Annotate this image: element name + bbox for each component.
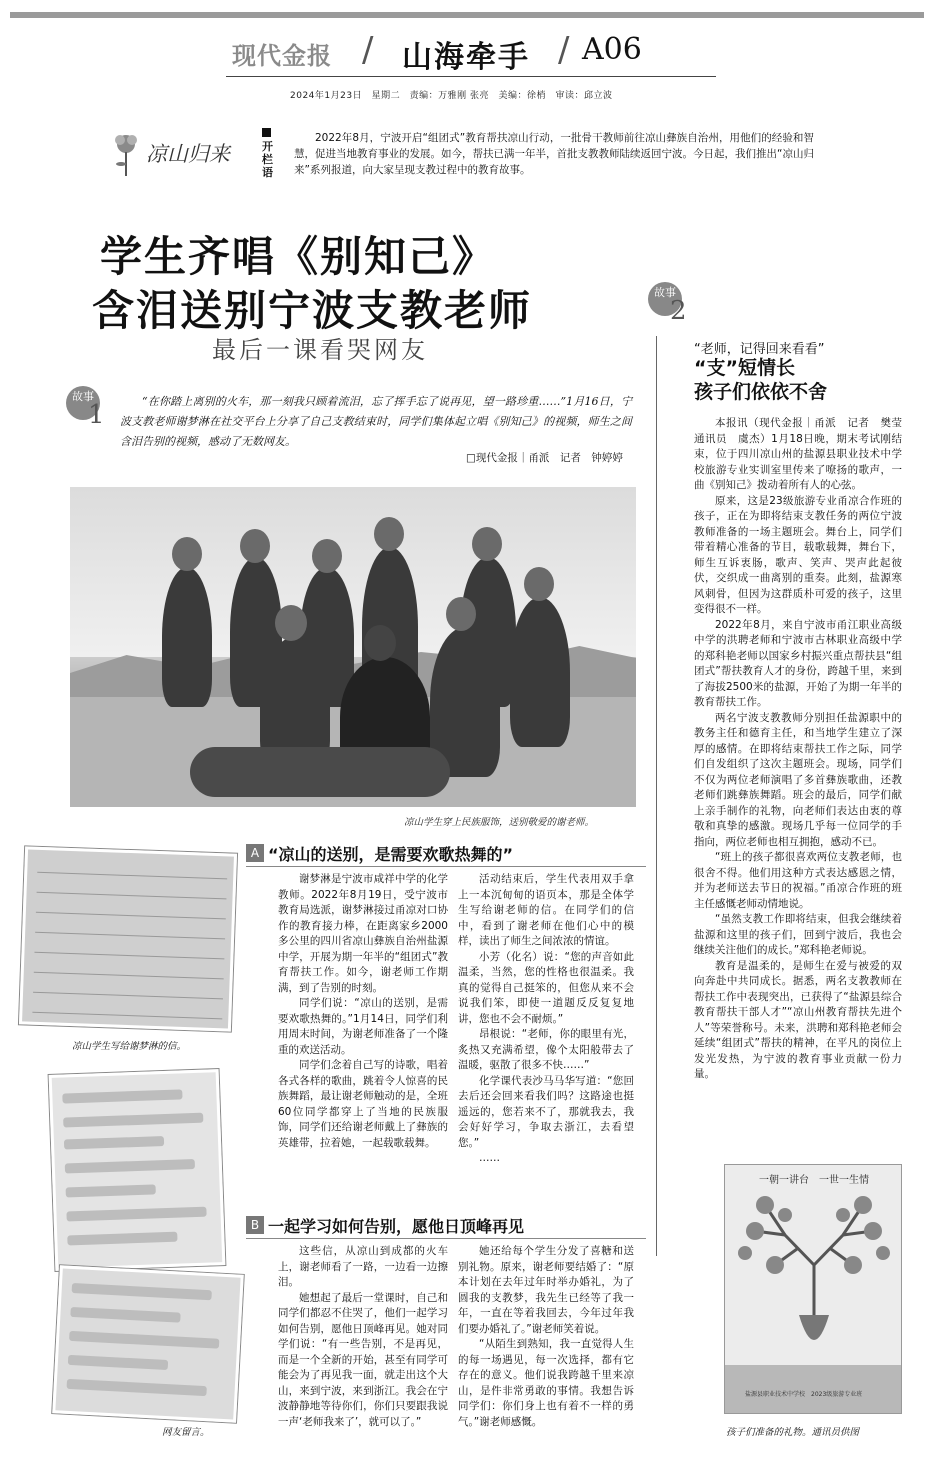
sectionA-rule — [246, 866, 646, 867]
paragraph: 同学们念着自己写的诗歌，唱着各式各样的歌曲，跳着令人惊喜的民族舞蹈，最让谢老师触动的是，全班60位同学都穿上了当地的民族服饰，同学们还给谢老师戴上了彝族的英雄带，拉着她，一起载歌载舞。 — [278, 1059, 448, 1149]
story2-badge-label: 故事 — [648, 282, 682, 316]
section-title: 山海牵手 — [402, 40, 530, 75]
paragraph: “虽然支教工作即将结束，但我会继续着盐源和这里的孩子们，回到宁波后，我也会继续关注他们的成长。”郑科艳老师说。 — [694, 913, 902, 956]
kailan-label: 开栏语 — [262, 140, 273, 179]
masthead-slash: / — [362, 30, 374, 70]
gift-photo — [724, 1164, 902, 1414]
paragraph: 这些信，从凉山到成都的火车上，谢老师看了一路，一边看一边擦泪。 — [278, 1245, 448, 1288]
sectionB-rule — [246, 1238, 646, 1239]
column-logo — [108, 130, 232, 182]
comment-screenshot — [49, 1069, 226, 1271]
sectionB-label: B — [246, 1216, 264, 1234]
flower-icon — [108, 130, 148, 182]
kailan-mark — [262, 128, 271, 137]
page-number: A06 — [582, 32, 642, 67]
photo-caption: 凉山学生穿上民族服饰，送别敬爱的谢老师。 — [404, 817, 595, 828]
sectionA-column1 — [278, 872, 448, 1151]
column-intro: 2022年8月，宁波开启“组团式”教育帮扶凉山行动，一批骨干教师前往凉山彝族自治州，用他们的经验和智慧，促进当地教育事业的发展。如今，帮扶已满一年半，首批支教教师陆续返回宁波。今日起，我们推出“凉山归来”系列报道，向大家呈现支教过程中的教育故事。 — [294, 132, 814, 176]
sectionA-label: A — [246, 844, 264, 862]
paragraph: 两名宁波支教教师分别担任盐源职中的教务主任和德育主任，和当地学生建立了深厚的感情。在即将结束帮扶工作之际，同学们自发组织了这次主题班会。现场，同学们不仅为两位老师演唱了多首彝族歌曲，还教老师们跳彝族舞蹈。班会的最后，同学们献上亲手制作的礼物，向老师们表达由衷的尊敬和真挚的感激。现场几乎每一位同学的手指向，两位老师也相互拥抱，感动不已。 — [694, 711, 902, 848]
sectionA-title: “凉山的送别，是需要欢歌热舞的” — [268, 845, 514, 864]
dateline: 2024年1月23日 星期二 责编：万雅刚 张亮 美编：徐梢 审读：邱立波 — [290, 91, 613, 101]
gift-caption: 孩子们准备的礼物。通讯员供图 — [726, 1427, 860, 1438]
story2-head1: “支”短情长 — [694, 357, 795, 379]
story2-kicker: “老师，记得回来看看” — [694, 342, 825, 357]
comment-screenshot — [52, 1265, 243, 1422]
story1-badge-label: 故事 — [66, 386, 100, 420]
letter-caption: 凉山学生写给谢梦淋的信。 — [72, 1041, 187, 1052]
paragraph: 她想起了最后一堂课时，自己和同学们都忍不住哭了，他们一起学习如何告别，愿他日顶峰再见。她对同学们说：“有一些告别，不是再见，而是一个全新的开始，甚至有同学可能会为了再见我一面，就走出这个大山，来到宁波，来到浙江。我会在宁波静静地等待你们，你们只要跟我说一声‘老师我来了’，就可以了。” — [278, 1291, 448, 1428]
sectionB-column2 — [458, 1244, 634, 1430]
paragraph: 化学课代表沙马马华写道：“您回去后还会回来看我们吗？这路途也挺遥远的，您若来不了，那就我去，我会好好学习，争取去浙江，去看望您。” — [458, 1074, 634, 1149]
gift-heading: 一朝一讲台 一世一生情 — [759, 1175, 869, 1186]
sectionA-column2 — [458, 872, 634, 1167]
headline-line1: 学生齐唱《别知己》 — [100, 232, 497, 281]
paper-name: 现代金报 — [232, 42, 332, 70]
paragraph: 原来，这是23级旅游专业甬凉合作班的孩子，正在为即将结束支教任务的两位宁波教师准备的一场主题班会。舞台上，同学们带着精心准备的节目，载歌载舞，舞台下，师生互诉衷肠，歌声、笑声、哭声此起彼伏，交织成一曲离别的重奏。此刻，盐源寒风刺骨，但因为这群质朴可爱的孩子，这里变得很不一样。 — [694, 494, 902, 615]
paragraph: 教育是温柔的，是师生在爱与被爱的双向奔赴中共同成长。据悉，两名支教教师在帮扶工作中表现突出，已获得了“盐源县综合教育帮扶干部人才”“凉山州教育帮扶先进个人”等荣誉称号。未来，洪聘和郑科艳老师会延续“组团式”帮扶的精神，在平凡的岗位上发光发热，为宁波的教育事业贡献一份力量。 — [694, 959, 902, 1080]
masthead-rule — [226, 76, 716, 77]
paragraph: “从陌生到熟知，我一直觉得人生的每一场遇见，每一次选择，都有它存在的意义。他们说我跨越千里来凉山，是件非常勇敢的事情。我想告诉同学们：你们身上也有着不一样的勇气。”谢老师感慨。 — [458, 1338, 634, 1428]
story1-byline: □现代金报｜甬派 记者 钟婷婷 — [466, 452, 623, 464]
headline-line2: 含泪送别宁波支教老师 — [92, 286, 533, 335]
sectionB-title: 一起学习如何告别，愿他日顶峰再见 — [268, 1217, 525, 1236]
paragraph: 昂根说：“老师，你的眼里有光，炙热又充满希望，像个太阳般带去了温暖，驱散了很多不快……” — [458, 1028, 634, 1071]
story2-headline — [694, 356, 894, 404]
paragraph: 本报讯（现代金报｜甬派 记者 樊莹 通讯员 虞杰）1月18日晚，期末考试刚结束，位于四川凉山州的盐源县职业技术中学校旅游专业实训室里传来了嘹扬的歌声，一曲《别知己》拨动着所有人的心弦。 — [694, 417, 913, 491]
paragraph: 活动结束后，学生代表用双手拿上一本沉甸甸的语页本，那是全体学生写给谢老师的信。在同学们的信中，看到了谢老师在他们心中的模样，读出了师生之间浓浓的情谊。 — [458, 873, 634, 947]
letter-photo — [19, 846, 237, 1031]
story1-badge — [66, 386, 106, 436]
story2-body — [694, 416, 913, 1083]
masthead-slash: / — [558, 30, 570, 70]
story2-head2: 孩子们依依不舍 — [694, 381, 828, 403]
deer-antler-icon — [725, 1165, 902, 1414]
story2-badge — [648, 282, 686, 332]
subheadline: 最后一课看哭网友 — [212, 336, 428, 364]
paragraph: 同学们说：“凉山的送别，是需要欢歌热舞的。”1月14日，同学们利用周末时间，为谢老师准备了一个隆重的欢送活动。 — [278, 997, 448, 1056]
netizen-caption: 网友留言。 — [162, 1427, 210, 1438]
paragraph: 2022年8月，来自宁波市甬江职业高级中学的洪聘老师和宁波市古林职业高级中学的郑科艳老师以国家乡村振兴重点帮扶县“组团式”帮扶教育人才的身份，跨越千里，来到了海拔2500米的盐源，开始了为期一年半的教育帮扶工作。 — [694, 618, 902, 708]
paragraph: 谢梦淋是宁波市咸祥中学的化学教师。2022年8月19日，受宁波市教育局选派，谢梦淋接过甬凉对口协作的教育接力棒，在距离家乡2000多公里的四川省凉山彝族自治州盐源中学，开展为期一年半的“组团式”教育帮扶工作。如今，谢老师工作期满，到了告别的时刻。 — [278, 873, 448, 994]
column-logo-text: 凉山归来 — [146, 142, 230, 166]
gift-small-text: 盐源县职业技术中学校 2023级旅游专业班 — [745, 1391, 863, 1398]
paragraph: 她还给每个学生分发了喜糖和送别礼物。原来，谢老师要结婚了：“原本计划在去年过年时举办婚礼，为了圆我的支教梦，我先生已经等了我一年，一直在等着我回去，今年过年我们要办婚礼了。”谢老师笑着说。 — [458, 1245, 634, 1335]
sectionB-column1 — [278, 1244, 448, 1430]
column-divider — [656, 336, 657, 1256]
paragraph: …… — [479, 1152, 500, 1164]
paragraph: 小芳（化名）说：“您的声音如此温柔，当然，您的性格也很温柔。我真的觉得自己挺笨的，但您从来不会说我们笨，即使一道题反反复复地讲，您也不会不耐烦。” — [458, 950, 634, 1025]
story1-lead: “在你踏上离别的火车，那一刻我只顾着流泪，忘了挥手忘了说再见，望一路珍重……”1月16日，宁波支教老师谢梦淋在社交平台上分享了自己支教结束时，同学们集体起立唱《别知己》的视频，师生之间含泪告别的视频，感动了无数网友。 — [120, 395, 632, 448]
group-photo — [70, 487, 636, 807]
story1-badge-num: 1 — [88, 400, 105, 430]
paragraph: “班上的孩子都很喜欢两位支教老师，也很舍不得。他们用这种方式表达感恩之情，并为老师送去节日的祝福。”甬凉合作班的班主任感慨老师动情地说。 — [694, 851, 902, 910]
story2-badge-num: 2 — [670, 296, 687, 326]
top-rule — [10, 12, 924, 18]
